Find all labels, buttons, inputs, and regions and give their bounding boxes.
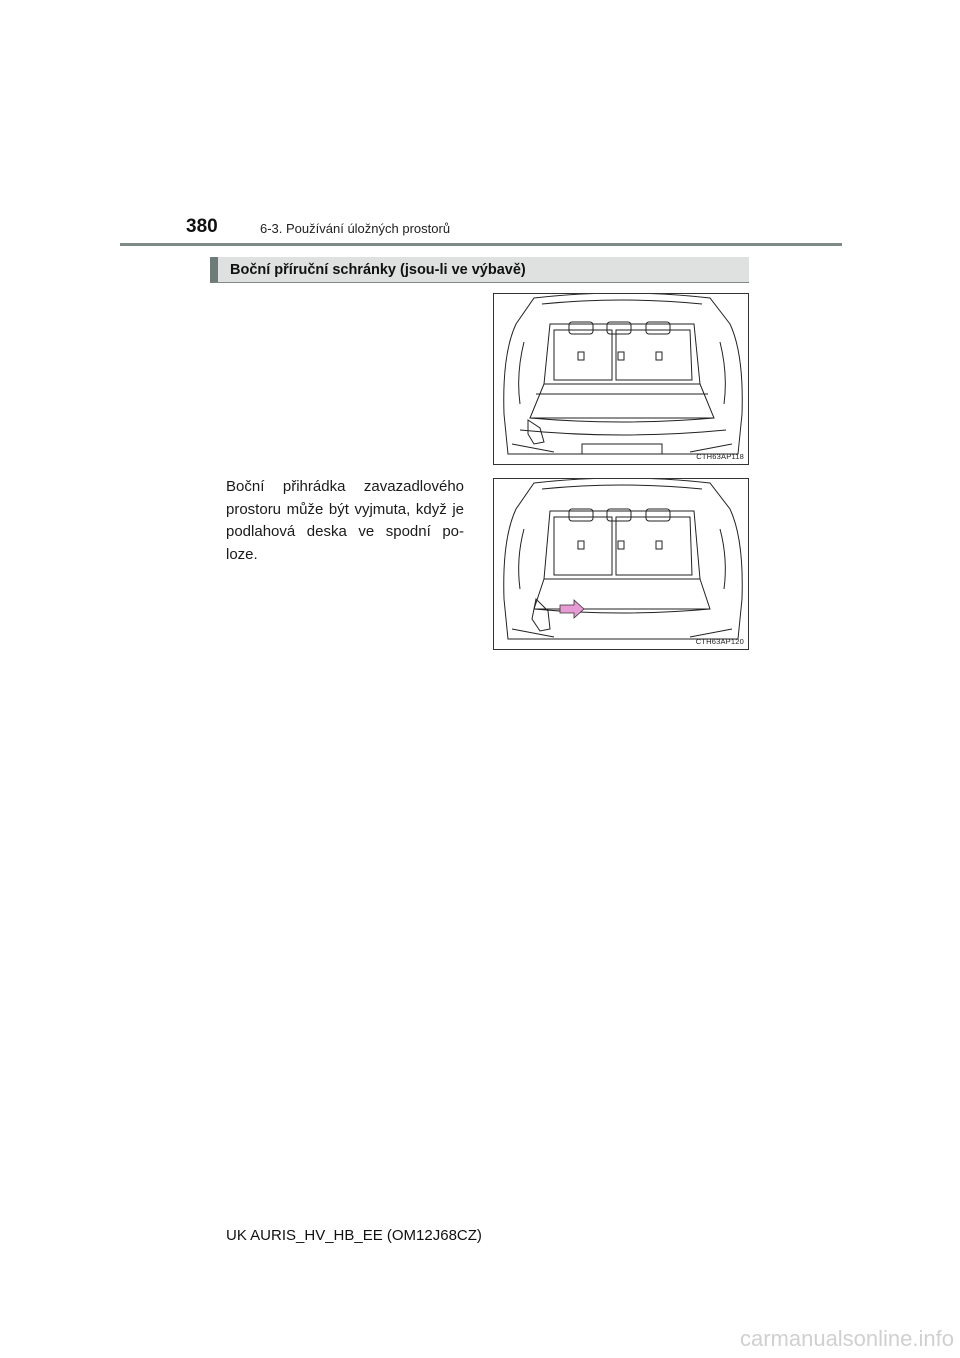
- heading-text: Boční příruční schránky (jsou-li ve výbavě): [230, 262, 526, 278]
- figure-code: CTH63AP118: [696, 452, 744, 461]
- page-number: 380: [186, 216, 218, 237]
- figure-luggage-area-1: [493, 293, 749, 465]
- figure-luggage-area-2: [493, 478, 749, 650]
- watermark: carmanualsonline.info: [739, 1326, 954, 1351]
- figure-code: CTH63AP120: [695, 637, 744, 646]
- car-trunk-illustration: [494, 294, 749, 465]
- car-trunk-illustration-with-arrow: [494, 479, 749, 650]
- header-rule: [120, 243, 842, 246]
- arrow-icon: [560, 600, 584, 618]
- section-header: 6-3. Používání úložných prostorů: [260, 221, 451, 236]
- body-text: Boční přihrádka zavazadlového prostoru může být vyjmuta, když je podlahová deska ve spodní po- loze.: [226, 478, 464, 563]
- footer-document-code: UK AURIS_HV_HB_EE (OM12J68CZ): [226, 1227, 482, 1244]
- heading-bar: [210, 257, 749, 283]
